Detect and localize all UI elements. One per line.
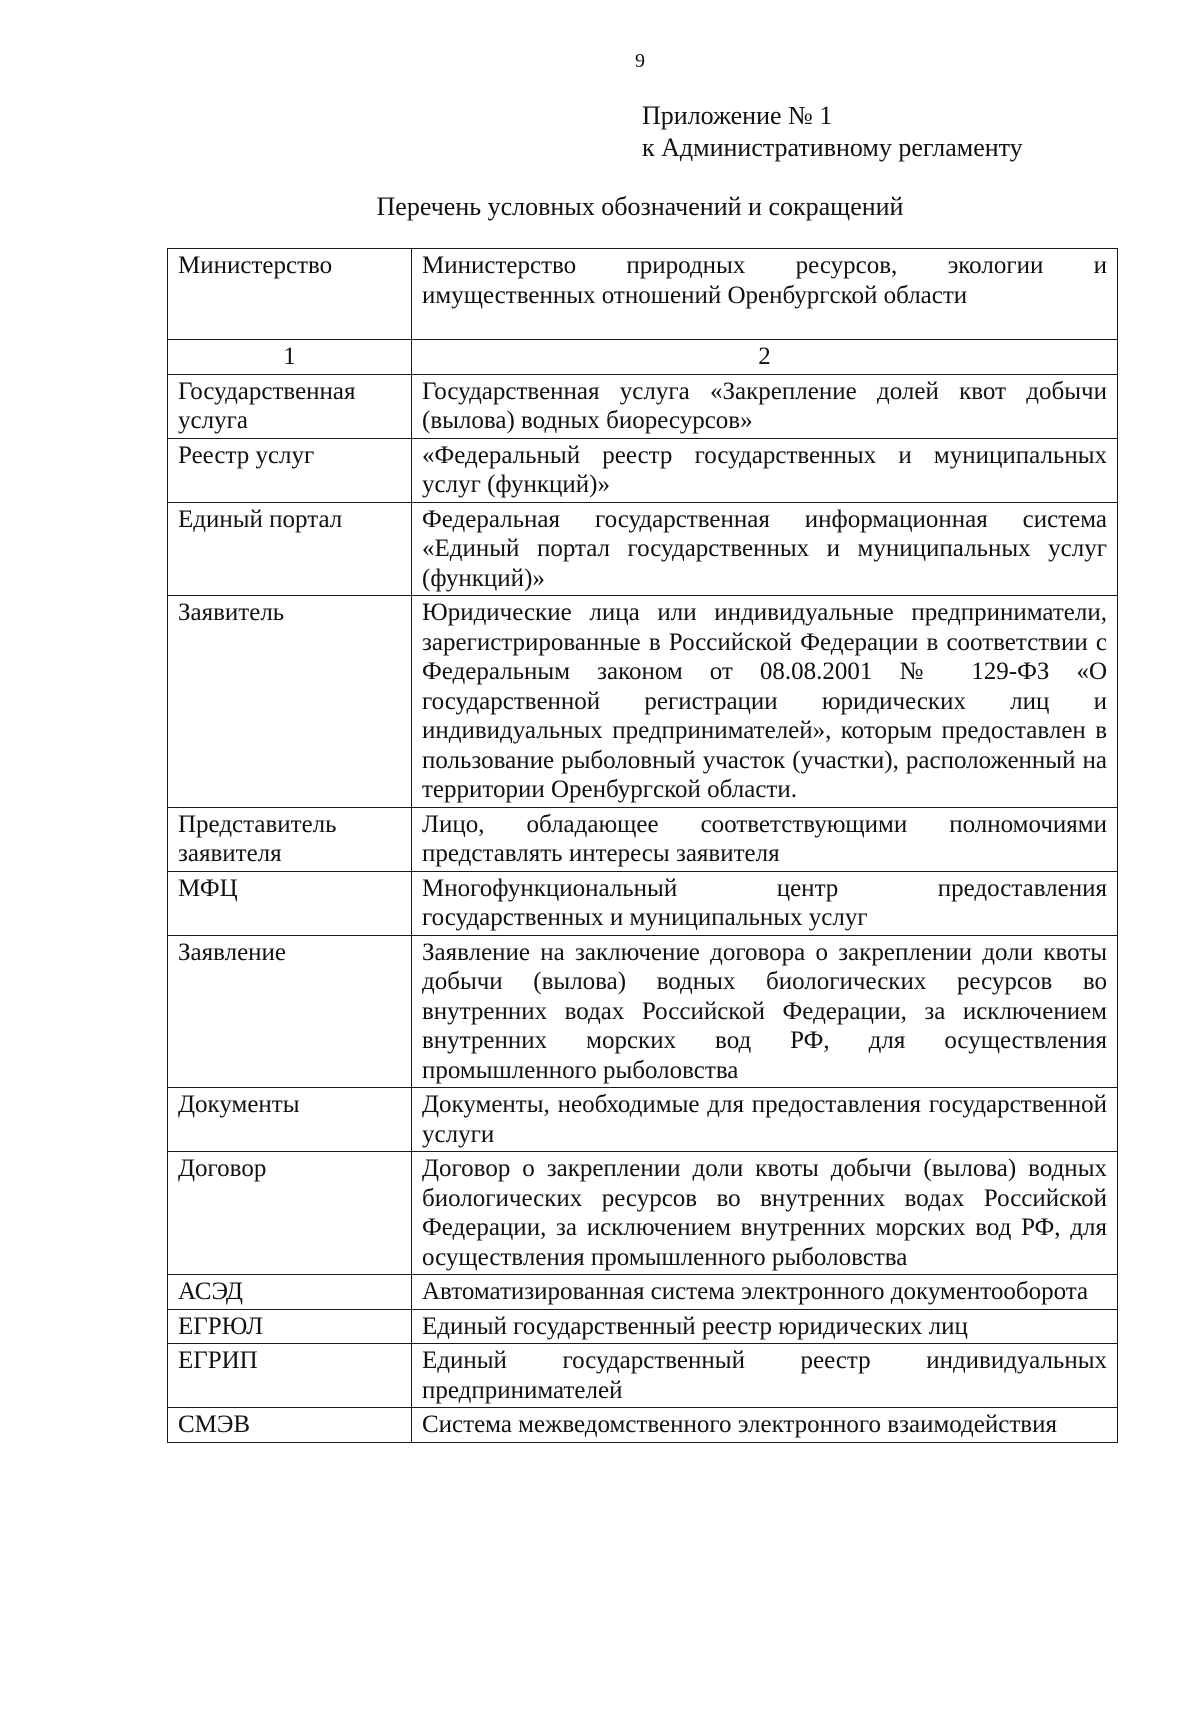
appendix-caption [642, 100, 1023, 164]
term-cell: Заявитель [168, 596, 412, 808]
definition-cell: Государственная услуга «Закрепление долей квот добычи (вылова) водных биоресурсов» [412, 374, 1118, 438]
term-cell: СМЭВ [168, 1408, 412, 1443]
table-row [168, 1344, 1118, 1408]
definition-cell: Автоматизированная система электронного документооборота [412, 1275, 1118, 1310]
term-cell: АСЭД [168, 1275, 412, 1310]
table-row [168, 1088, 1118, 1152]
term-cell: Заявление [168, 935, 412, 1088]
definition-cell: Заявление на заключение договора о закреплении доли квоты добычи (вылова) водных биологических ресурсов во внутренних водах Российской Федерации, за исключением внутренних морских вод РФ, для осуществления промышленного рыболовства [412, 935, 1118, 1088]
definition-cell: Лицо, обладающее соответствующими полномочиями представлять интересы заявителя [412, 807, 1118, 871]
definition-cell: Документы, необходимые для предоставления государственной услуги [412, 1088, 1118, 1152]
term-cell: Государственная услуга [168, 374, 412, 438]
page-number: 9 [635, 50, 645, 72]
table-row [168, 871, 1118, 935]
table-row [168, 438, 1118, 502]
table-row [168, 374, 1118, 438]
term-cell: ЕГРИП [168, 1344, 412, 1408]
definition-cell: Договор о закреплении доли квоты добычи (вылова) водных биологических ресурсов во внутренних водах Российской Федерации, за исключением внутренних морских вод РФ, для осуществления промышленного рыболовства [412, 1152, 1118, 1275]
table-row [168, 249, 1118, 340]
column-number-1: 1 [168, 340, 412, 375]
definition-cell: «Федеральный реестр государственных и муниципальных услуг (функций)» [412, 438, 1118, 502]
term-cell: Реестр услуг [168, 438, 412, 502]
term-cell: МФЦ [168, 871, 412, 935]
appendix-line-1: Приложение № 1 [642, 101, 833, 130]
appendix-line-2: к Административному регламенту [642, 133, 1023, 162]
definition-cell: Единый государственный реестр индивидуальных предпринимателей [412, 1344, 1118, 1408]
column-number-row [168, 340, 1118, 375]
term-cell: ЕГРЮЛ [168, 1309, 412, 1344]
term-cell: Министерство [168, 249, 412, 340]
table-row [168, 1408, 1118, 1443]
definition-cell: Юридические лица или индивидуальные предприниматели, зарегистрированные в Российской Федерации в соответствии с Федеральным законом от 08.08.2001 № 129-ФЗ «О государственной регистрации юридических лиц и индивидуальных предпринимателей», которым предоставлен в пользование рыболовный участок (участки), расположенный на территории Оренбургской области. [412, 596, 1118, 808]
table-row [168, 1309, 1118, 1344]
term-cell: Представитель заявителя [168, 807, 412, 871]
term-cell: Договор [168, 1152, 412, 1275]
table-row [168, 1275, 1118, 1310]
table-row [168, 502, 1118, 596]
abbreviations-table [167, 248, 1118, 1443]
definition-cell: Единый государственный реестр юридических лиц [412, 1309, 1118, 1344]
table-row [168, 596, 1118, 808]
document-title: Перечень условных обозначений и сокращений [376, 192, 904, 221]
table-row [168, 807, 1118, 871]
definition-cell: Министерство природных ресурсов, экологии и имущественных отношений Оренбургской области [412, 249, 1118, 340]
term-cell: Единый портал [168, 502, 412, 596]
definition-cell: Система межведомственного электронного взаимодействия [412, 1408, 1118, 1443]
definition-cell: Многофункциональный центр предоставления государственных и муниципальных услуг [412, 871, 1118, 935]
table-row [168, 935, 1118, 1088]
definition-cell: Федеральная государственная информационная система «Единый портал государственных и муниципальных услуг (функций)» [412, 502, 1118, 596]
table-row [168, 1152, 1118, 1275]
term-cell: Документы [168, 1088, 412, 1152]
column-number-2: 2 [412, 340, 1118, 375]
